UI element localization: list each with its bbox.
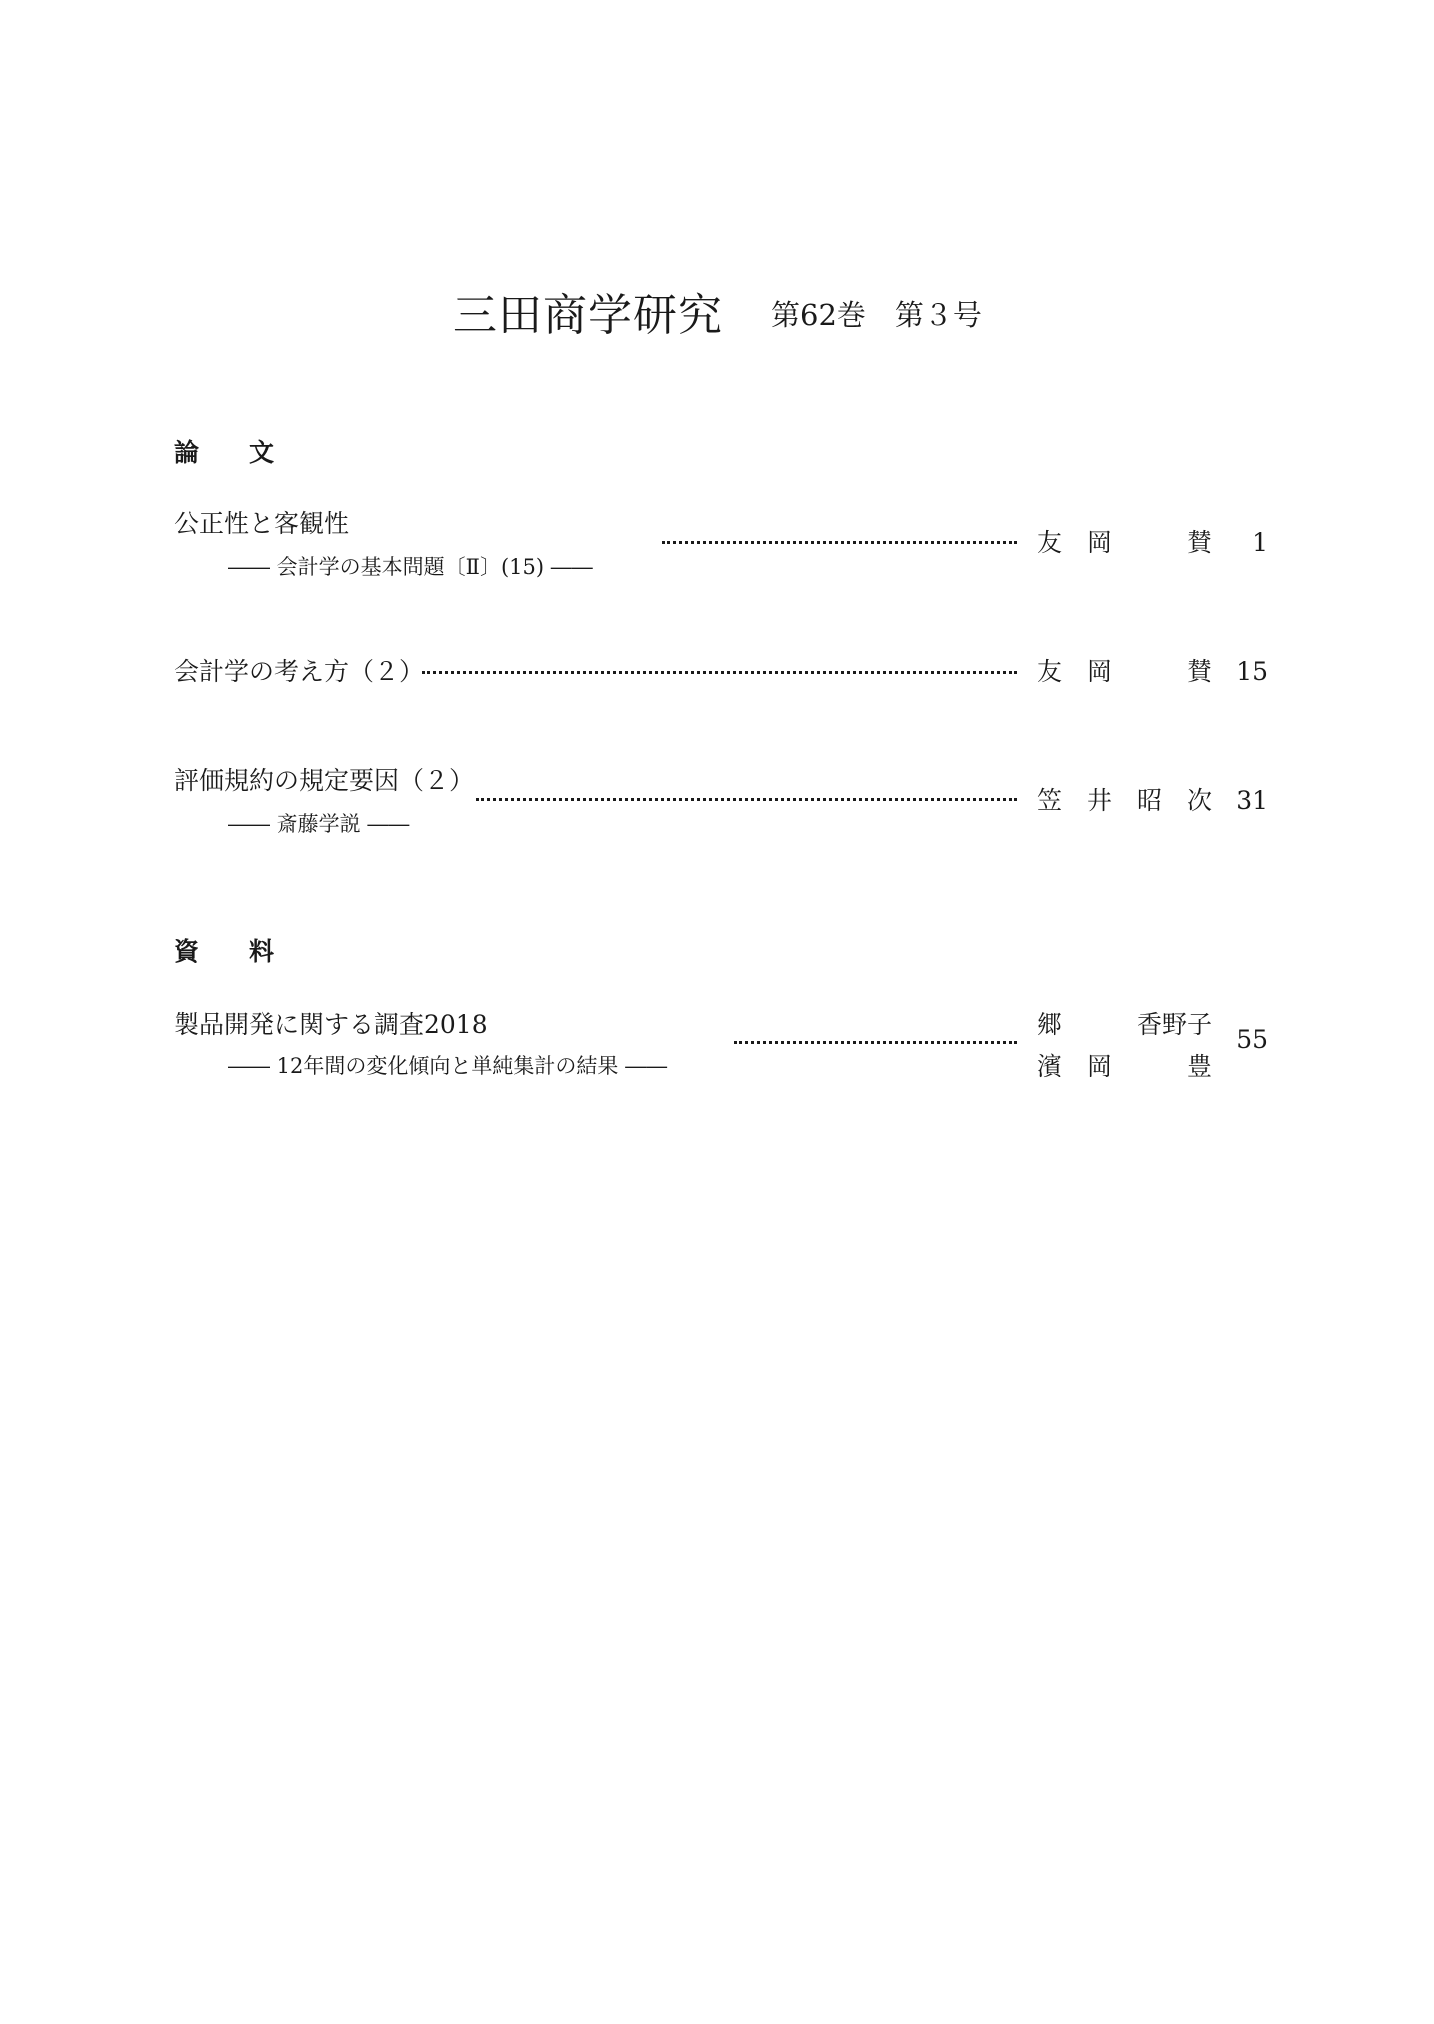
entry-title: 会計学の考え方（２）	[174, 657, 425, 686]
entry-author: 友 岡 賛	[1037, 657, 1213, 686]
entry-page-number: 15	[1236, 657, 1268, 686]
section-heading-materials: 資 料	[174, 937, 275, 966]
dot-leader	[422, 671, 1017, 674]
entry-page-number: 55	[1236, 1025, 1268, 1054]
entry-title: 評価規約の規定要因（２）	[174, 766, 475, 795]
entry-title: 公正性と客観性	[174, 509, 350, 538]
entry-subtitle: ―― 会計学の基本問題〔Ⅱ〕(15) ――	[228, 555, 593, 579]
section-heading-papers: 論 文	[174, 438, 275, 467]
issue-label: 第62巻 第３号	[771, 298, 982, 332]
entry-page-number: 1	[1252, 528, 1268, 557]
entry-subtitle: ―― 12年間の変化傾向と単純集計の結果 ――	[228, 1054, 668, 1078]
entry-subtitle: ―― 斎藤学説 ――	[228, 812, 410, 836]
entry-author: 濱 岡 豊	[1037, 1052, 1213, 1081]
entry-title: 製品開発に関する調査2018	[174, 1010, 488, 1039]
entry-author: 笠 井 昭 次	[1037, 786, 1213, 815]
entry-author: 郷 香野子	[1037, 1010, 1213, 1039]
dot-leader	[662, 541, 1017, 544]
dot-leader	[476, 798, 1017, 801]
journal-title: 三田商学研究	[453, 290, 723, 341]
dot-leader	[734, 1041, 1017, 1044]
entry-author: 友 岡 賛	[1037, 528, 1213, 557]
entry-page-number: 31	[1236, 786, 1268, 815]
